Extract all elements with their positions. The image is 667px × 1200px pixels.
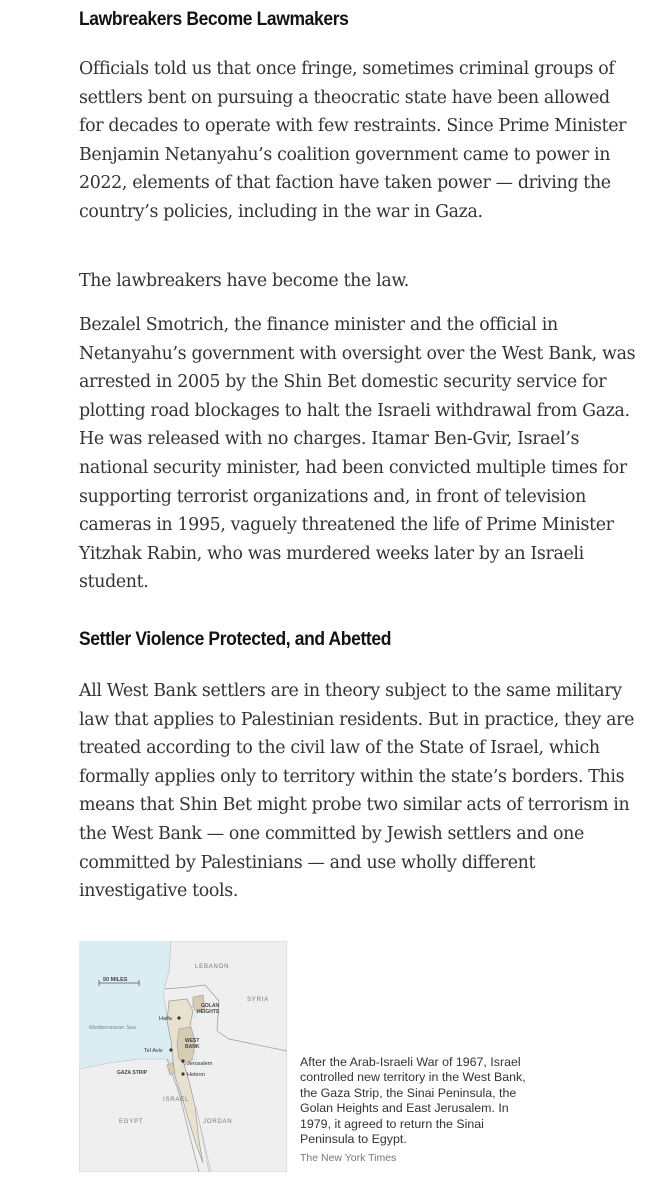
paragraph-lawbreakers-law: The lawbreakers have become the law. xyxy=(79,271,409,291)
map-label-haifa: Haifa xyxy=(159,1016,172,1022)
map-caption: After the Arab-Israeli War of 1967, Israel controlled new territory in the West Bank, the Gaza Strip, the Sinai Peninsula, the Golan Heights and East Jerusalem. In 1979, it agreed to return the Sinai Peninsula to Egypt. xyxy=(300,1055,526,1147)
paragraph-smotrich: Bezalel Smotrich, the finance minister and the official in Netanyahu’s government with oversight over the West Bank, was arrested in 2005 by the Shin Bet domestic security service for plotting road blockages to halt the Israeli withdrawal from Gaza. He was released with no charges. Itamar Ben-Gvir, Israel’s national security minister, had been convicted multiple times for supporting terrorist organizations and, in front of television cameras in 1995, vaguely threatened the life of Prime Minister Yitzhak Rabin, who was murdered weeks later by an Israeli student. xyxy=(79,315,636,593)
map-label-egypt: EGYPT xyxy=(119,1119,144,1125)
map-label-jordan: JORDAN xyxy=(203,1119,233,1125)
map-dot-jerusalem xyxy=(181,1059,184,1062)
map-label-jerusalem: Jerusalem xyxy=(187,1061,213,1067)
region-map-graphic xyxy=(79,941,287,1172)
paragraph-military-law: All West Bank settlers are in theory subject to the same military law that applies to Palestinian residents. But in practice, they are treated according to the civil law of the State of Israel, which formally applies only to territory within the state’s borders. This means that Shin Bet might probe two similar acts of terrorism in the West Bank — one committed by Jewish settlers and one committed by Palestinians — and use wholly different investigative tools. xyxy=(79,681,635,902)
map-label-syria: SYRIA xyxy=(247,997,270,1003)
map-label-west-bank-2: BANK xyxy=(185,1044,200,1050)
region-map xyxy=(79,941,287,1172)
map-credit: The New York Times xyxy=(300,1152,397,1164)
map-label-golan-1: GOLAN xyxy=(201,1003,220,1009)
map-label-lebanon: LEBANON xyxy=(195,964,230,970)
map-label-golan-2: HEIGHTS xyxy=(197,1009,220,1015)
map-label-tel-aviv: Tel Aviv xyxy=(144,1048,163,1054)
map-label-israel: ISRAEL xyxy=(163,1097,190,1103)
map-dot-hebron xyxy=(181,1072,184,1075)
map-label-west-bank-1: WEST xyxy=(185,1038,200,1044)
map-label-scale: 50 MILES xyxy=(103,977,128,983)
map-dot-haifa xyxy=(177,1016,180,1019)
map-label-sea: Mediterranean Sea xyxy=(89,1025,136,1031)
section-heading-lawbreakers: Lawbreakers Become Lawmakers xyxy=(79,9,349,30)
map-label-hebron: Hebron xyxy=(187,1072,206,1078)
map-label-gaza: GAZA STRIP xyxy=(117,1070,148,1076)
paragraph-officials: Officials told us that once fringe, sometimes criminal groups of settlers bent on pursuing a theocratic state have been allowed for decades to operate with few restraints. Since Prime Minister Benjamin Netanyahu’s coalition government came to power in 2022, elements of that faction have taken power — driving the country’s policies, including in the war in Gaza. xyxy=(79,59,627,222)
section-heading-settler-violence: Settler Violence Protected, and Abetted xyxy=(79,629,392,650)
map-dot-tel-aviv xyxy=(169,1048,172,1051)
